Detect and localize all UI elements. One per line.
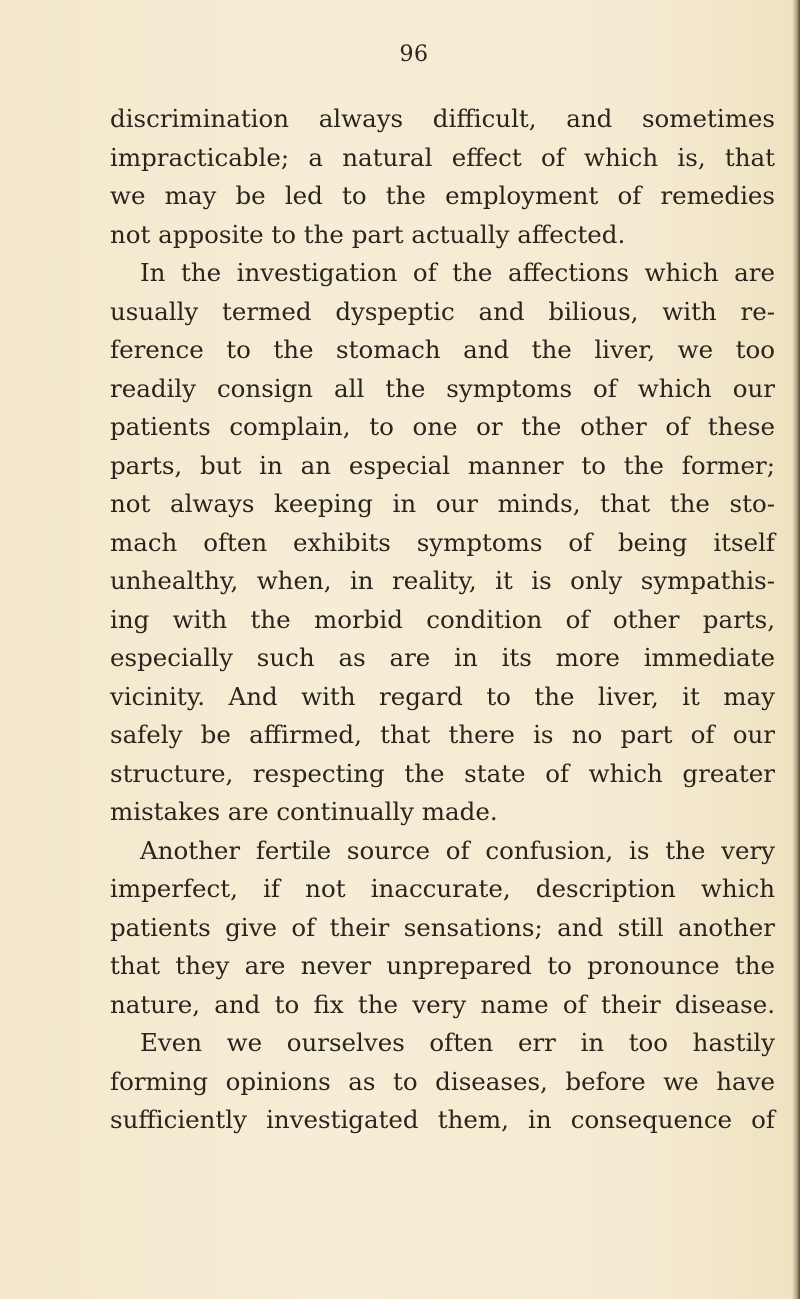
text-line: not always keeping in our minds, that the sto- — [110, 489, 775, 518]
text-line: not apposite to the part actually affected. — [110, 219, 626, 249]
text-line: impracticable; a natural effect of which is, that — [110, 142, 775, 172]
text-line: mach often exhibits symptoms of being itself — [110, 527, 775, 557]
text-line: ing with the morbid condition of other parts, — [110, 604, 775, 634]
text-line: patients give of their sensations; and still another — [110, 912, 775, 942]
text-line: readily consign all the symptoms of which our — [110, 373, 775, 403]
text-line: mistakes are continually made. — [110, 797, 498, 826]
text-line: Even we ourselves often err in too hastily — [140, 1028, 775, 1057]
text-line: discrimination always difficult, and sometimes — [110, 104, 775, 133]
text-line: nature, and to fix the very name of their disease. — [110, 989, 775, 1019]
page-edge-shadow — [792, 0, 800, 1299]
page-number: 96 — [399, 42, 429, 67]
text-line: In the investigation of the affections which are — [140, 258, 775, 287]
text-line: unhealthy, when, in reality, it is only sympathis- — [110, 566, 775, 595]
text-line: imperfect, if not inaccurate, description which — [110, 874, 775, 903]
text-line: patients complain, to one or the other of these — [110, 412, 775, 441]
text-line: that they are never unprepared to pronounce the — [110, 951, 775, 980]
body-text — [110, 100, 775, 1140]
text-line: sufficiently investigated them, in consequence of — [110, 1105, 775, 1134]
text-line: Another fertile source of confusion, is the very — [140, 835, 775, 865]
text-line: forming opinions as to diseases, before we have — [110, 1066, 775, 1096]
text-line: vicinity. And with regard to the liver, it may — [110, 681, 775, 711]
text-line: parts, but in an especial manner to the former; — [110, 450, 775, 480]
text-line: ference to the stomach and the liver, we too — [110, 335, 775, 364]
text-line: especially such as are in its more immediate — [110, 643, 775, 672]
text-line: structure, respecting the state of which greater — [110, 758, 775, 788]
text-line: we may be led to the employment of remedies — [110, 181, 775, 210]
text-line: usually termed dyspeptic and bilious, with re- — [110, 296, 775, 326]
text-line: safely be affirmed, that there is no part of our — [110, 720, 775, 749]
